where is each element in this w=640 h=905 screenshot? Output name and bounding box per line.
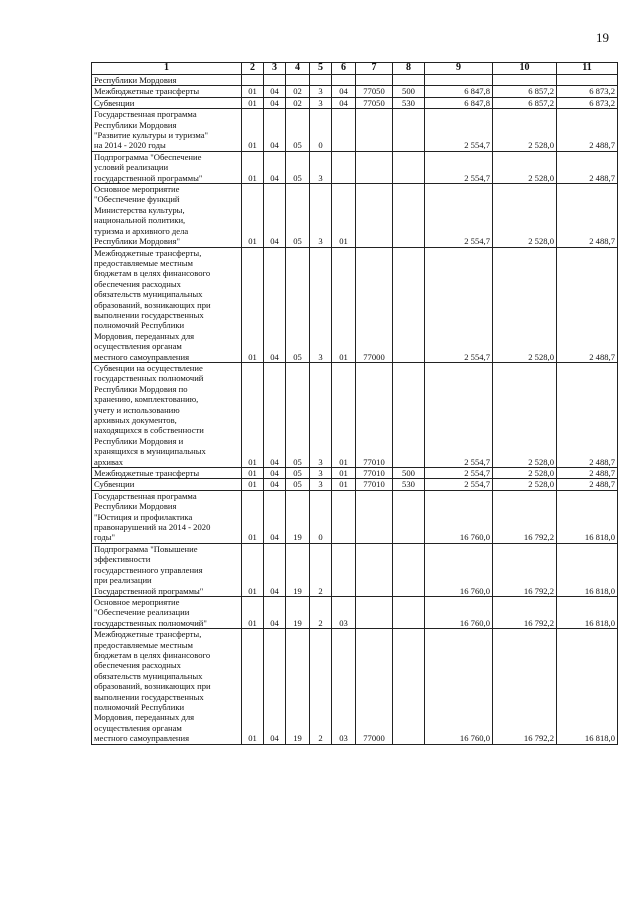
- row-name: [92, 184, 242, 247]
- table-row: [92, 629, 618, 744]
- subprogram-code: 0: [310, 109, 332, 152]
- subprogram-code: 0: [310, 490, 332, 543]
- row-name-line: находящихся в собственности: [94, 425, 204, 436]
- amount-year-1: 16 760,0: [425, 629, 493, 744]
- program-code: 02: [286, 97, 310, 108]
- section-code: 01: [242, 596, 264, 628]
- subsection-code: 04: [264, 596, 286, 628]
- column-header: 1: [92, 63, 242, 75]
- subprogram-code: 2: [310, 596, 332, 628]
- row-name-line: Государственная программа: [94, 109, 197, 120]
- amount-year-2: 2 528,0: [493, 468, 557, 479]
- row-name-line: Республики Мордовия: [94, 119, 177, 130]
- column-header: 9: [425, 63, 493, 75]
- amount-year-3: 2 488,7: [557, 247, 618, 362]
- section-code: 01: [242, 151, 264, 183]
- expense-type-code: [393, 629, 425, 744]
- row-name-line: обязательств муниципальных: [94, 670, 203, 681]
- row-name: [92, 109, 242, 152]
- row-name-line: полномочий Республики: [94, 701, 185, 712]
- event-code: [332, 543, 356, 596]
- column-header: 11: [557, 63, 618, 75]
- section-code: 01: [242, 97, 264, 108]
- row-name-line: Основное мероприятие: [94, 184, 180, 195]
- event-code: 03: [332, 629, 356, 744]
- section-code: 01: [242, 247, 264, 362]
- row-name-line: обеспечения расходных: [94, 660, 181, 671]
- program-code: 19: [286, 629, 310, 744]
- expense-type-code: 500: [393, 86, 425, 97]
- table-row: [92, 362, 618, 467]
- subprogram-code: [310, 75, 332, 86]
- amount-year-3: 2 488,7: [557, 151, 618, 183]
- row-name: [92, 468, 242, 479]
- row-name-line: "Юстиция и профилактика: [94, 511, 193, 522]
- program-code: 05: [286, 479, 310, 490]
- row-name-line: при реализации: [94, 575, 152, 586]
- row-name-line: полномочий Республики: [94, 320, 185, 331]
- amount-year-3: 2 488,7: [557, 109, 618, 152]
- subprogram-code: 2: [310, 543, 332, 596]
- table-row: [92, 86, 618, 97]
- direction-code: 77000: [356, 247, 393, 362]
- expense-type-code: [393, 247, 425, 362]
- column-header: 3: [264, 63, 286, 75]
- subprogram-code: 2: [310, 629, 332, 744]
- direction-code: [356, 151, 393, 183]
- table-row: [92, 75, 618, 86]
- row-name-line: годы": [94, 532, 116, 543]
- amount-year-3: 2 488,7: [557, 362, 618, 467]
- direction-code: 77050: [356, 97, 393, 108]
- row-name-line: "Обеспечение функций: [94, 194, 180, 205]
- subsection-code: 04: [264, 184, 286, 247]
- expense-type-code: 530: [393, 479, 425, 490]
- table-row: [92, 184, 618, 247]
- subprogram-code: 3: [310, 468, 332, 479]
- row-name: [92, 596, 242, 628]
- row-name-line: Республики Мордовия и: [94, 435, 184, 446]
- expense-type-code: [393, 184, 425, 247]
- row-name-line: национальной политики,: [94, 215, 186, 226]
- event-code: [332, 75, 356, 86]
- row-name-line: государственного управления: [94, 564, 203, 575]
- event-code: 01: [332, 247, 356, 362]
- amount-year-1: 2 554,7: [425, 468, 493, 479]
- row-name-line: Мордовия, переданных для: [94, 712, 195, 723]
- column-header: 4: [286, 63, 310, 75]
- row-name-line: осуществления органам: [94, 341, 182, 352]
- event-code: 01: [332, 362, 356, 467]
- event-code: 01: [332, 468, 356, 479]
- amount-year-3: 2 488,7: [557, 468, 618, 479]
- row-name-line: учету и использованию: [94, 404, 180, 415]
- row-name: [92, 479, 242, 490]
- row-name-line: Межбюджетные трансферты,: [94, 247, 202, 258]
- amount-year-2: 2 528,0: [493, 479, 557, 490]
- amount-year-2: 16 792,2: [493, 490, 557, 543]
- direction-code: [356, 490, 393, 543]
- expense-type-code: 500: [393, 468, 425, 479]
- subsection-code: 04: [264, 86, 286, 97]
- amount-year-3: 16 818,0: [557, 490, 618, 543]
- program-code: 05: [286, 247, 310, 362]
- row-name-line: Государственная программа: [94, 490, 197, 501]
- column-header: 8: [393, 63, 425, 75]
- amount-year-2: 2 528,0: [493, 184, 557, 247]
- amount-year-1: 2 554,7: [425, 151, 493, 183]
- row-name-line: эффективности: [94, 554, 151, 565]
- row-name-line: Основное мероприятие: [94, 596, 180, 607]
- column-header: 2: [242, 63, 264, 75]
- row-name-line: правонарушений на 2014 - 2020: [94, 522, 211, 533]
- column-header: 7: [356, 63, 393, 75]
- event-code: [332, 109, 356, 152]
- direction-code: 77010: [356, 479, 393, 490]
- direction-code: 77010: [356, 362, 393, 467]
- amount-year-1: 16 760,0: [425, 543, 493, 596]
- subprogram-code: 3: [310, 184, 332, 247]
- row-name-line: архивах: [94, 456, 124, 467]
- column-header: 6: [332, 63, 356, 75]
- expense-type-code: [393, 362, 425, 467]
- amount-year-1: 2 554,7: [425, 479, 493, 490]
- subsection-code: 04: [264, 151, 286, 183]
- row-name-line: Республики Мордовия": [94, 236, 180, 247]
- row-name-line: хранящихся в муниципальных: [94, 446, 206, 457]
- expense-type-code: [393, 75, 425, 86]
- event-code: 03: [332, 596, 356, 628]
- amount-year-3: 2 488,7: [557, 479, 618, 490]
- amount-year-1: 16 760,0: [425, 490, 493, 543]
- row-name-line: условий реализации: [94, 162, 169, 173]
- row-name-line: Субвенции: [94, 97, 135, 108]
- row-name-line: местного самоуправления: [94, 351, 190, 362]
- amount-year-3: 2 488,7: [557, 184, 618, 247]
- amount-year-3: 16 818,0: [557, 543, 618, 596]
- row-name: [92, 247, 242, 362]
- row-name-line: Межбюджетные трансферты,: [94, 629, 202, 640]
- amount-year-3: 6 873,2: [557, 86, 618, 97]
- row-name: [92, 362, 242, 467]
- subprogram-code: 3: [310, 86, 332, 97]
- row-name-line: предоставляемые местным: [94, 639, 193, 650]
- expense-type-code: [393, 151, 425, 183]
- subprogram-code: 3: [310, 362, 332, 467]
- subprogram-code: 3: [310, 479, 332, 490]
- row-name-line: Мордовия, переданных для: [94, 330, 195, 341]
- table-body: [92, 75, 618, 745]
- program-code: 05: [286, 184, 310, 247]
- table-row: [92, 596, 618, 628]
- table-row: [92, 151, 618, 183]
- row-name-line: Республики Мордовия: [94, 501, 177, 512]
- section-code: 01: [242, 479, 264, 490]
- row-name: [92, 490, 242, 543]
- section-code: 01: [242, 490, 264, 543]
- row-name-line: Субвенции на осуществление: [94, 362, 203, 373]
- amount-year-2: 16 792,2: [493, 629, 557, 744]
- amount-year-2: 16 792,2: [493, 543, 557, 596]
- amount-year-3: [557, 75, 618, 86]
- program-code: 05: [286, 109, 310, 152]
- program-code: 05: [286, 468, 310, 479]
- section-code: 01: [242, 362, 264, 467]
- subprogram-code: 3: [310, 151, 332, 183]
- row-name-line: Государственной программы": [94, 585, 204, 596]
- table-row: [92, 109, 618, 152]
- amount-year-1: 6 847,8: [425, 86, 493, 97]
- subsection-code: 04: [264, 109, 286, 152]
- subsection-code: 04: [264, 543, 286, 596]
- event-code: [332, 151, 356, 183]
- amount-year-1: [425, 75, 493, 86]
- amount-year-2: [493, 75, 557, 86]
- table-row: [92, 479, 618, 490]
- row-name-line: Межбюджетные трансферты: [94, 86, 200, 97]
- row-name-line: "Развитие культуры и туризма": [94, 130, 209, 141]
- subsection-code: 04: [264, 629, 286, 744]
- subsection-code: 04: [264, 362, 286, 467]
- direction-code: [356, 543, 393, 596]
- row-name-line: государственной программы": [94, 172, 203, 183]
- amount-year-2: 6 857,2: [493, 97, 557, 108]
- direction-code: [356, 75, 393, 86]
- subsection-code: [264, 75, 286, 86]
- row-name-line: осуществления органам: [94, 722, 182, 733]
- expense-type-code: [393, 543, 425, 596]
- row-name: [92, 629, 242, 744]
- page-number: 19: [596, 30, 609, 45]
- row-name-line: образований, возникающих при: [94, 681, 211, 692]
- table-row: [92, 468, 618, 479]
- direction-code: 77010: [356, 468, 393, 479]
- subsection-code: 04: [264, 247, 286, 362]
- row-name-line: Республики Мордовия по: [94, 383, 188, 394]
- row-name-line: на 2014 - 2020 годы: [94, 140, 166, 151]
- table-header-row: [92, 63, 618, 75]
- amount-year-1: 2 554,7: [425, 184, 493, 247]
- row-name: [92, 86, 242, 97]
- direction-code: 77000: [356, 629, 393, 744]
- section-code: 01: [242, 468, 264, 479]
- program-code: [286, 75, 310, 86]
- row-name: [92, 97, 242, 108]
- event-code: 04: [332, 86, 356, 97]
- table-row: [92, 543, 618, 596]
- amount-year-1: 2 554,7: [425, 362, 493, 467]
- row-name-line: Подпрограмма "Обеспечение: [94, 151, 202, 162]
- program-code: 02: [286, 86, 310, 97]
- event-code: 04: [332, 97, 356, 108]
- section-code: 01: [242, 86, 264, 97]
- amount-year-3: 6 873,2: [557, 97, 618, 108]
- amount-year-2: 2 528,0: [493, 109, 557, 152]
- row-name-line: обеспечения расходных: [94, 278, 181, 289]
- column-header: 5: [310, 63, 332, 75]
- program-code: 05: [286, 151, 310, 183]
- direction-code: [356, 596, 393, 628]
- expense-type-code: [393, 490, 425, 543]
- row-name-line: Республики Мордовия: [94, 75, 177, 85]
- row-name-line: архивных документов,: [94, 415, 177, 425]
- amount-year-1: 2 554,7: [425, 247, 493, 362]
- subsection-code: 04: [264, 490, 286, 543]
- event-code: [332, 490, 356, 543]
- program-code: 19: [286, 596, 310, 628]
- row-name-line: предоставляемые местным: [94, 257, 193, 268]
- table-row: [92, 247, 618, 362]
- row-name-line: государственных полномочий": [94, 617, 207, 628]
- direction-code: [356, 184, 393, 247]
- program-code: 05: [286, 362, 310, 467]
- row-name-line: Министерства культуры,: [94, 204, 185, 215]
- table-row: [92, 97, 618, 108]
- row-name-line: выполнении государственных: [94, 309, 204, 320]
- row-name-line: хранению, комплектованию,: [94, 394, 199, 405]
- row-name-line: бюджетам в целях финансового: [94, 649, 211, 660]
- row-name-line: обязательств муниципальных: [94, 289, 203, 300]
- row-name-line: образований, возникающих при: [94, 299, 211, 310]
- row-name-line: Субвенции: [94, 479, 135, 490]
- amount-year-2: 6 857,2: [493, 86, 557, 97]
- amount-year-3: 16 818,0: [557, 629, 618, 744]
- amount-year-1: 6 847,8: [425, 97, 493, 108]
- subsection-code: 04: [264, 97, 286, 108]
- subprogram-code: 3: [310, 97, 332, 108]
- row-name: [92, 543, 242, 596]
- table-row: [92, 490, 618, 543]
- row-name: [92, 151, 242, 183]
- amount-year-2: 2 528,0: [493, 362, 557, 467]
- row-name-line: Подпрограмма "Повышение: [94, 543, 198, 554]
- amount-year-2: 2 528,0: [493, 151, 557, 183]
- row-name-line: туризма и архивного дела: [94, 225, 189, 236]
- section-code: 01: [242, 629, 264, 744]
- event-code: 01: [332, 184, 356, 247]
- budget-table: [91, 62, 618, 745]
- expense-type-code: [393, 109, 425, 152]
- event-code: 01: [332, 479, 356, 490]
- amount-year-1: 2 554,7: [425, 109, 493, 152]
- program-code: 19: [286, 543, 310, 596]
- section-code: 01: [242, 109, 264, 152]
- amount-year-2: 2 528,0: [493, 247, 557, 362]
- expense-type-code: 530: [393, 97, 425, 108]
- subprogram-code: 3: [310, 247, 332, 362]
- section-code: [242, 75, 264, 86]
- section-code: 01: [242, 184, 264, 247]
- direction-code: 77050: [356, 86, 393, 97]
- amount-year-1: 16 760,0: [425, 596, 493, 628]
- row-name-line: "Обеспечение реализации: [94, 607, 190, 618]
- section-code: 01: [242, 543, 264, 596]
- row-name-line: бюджетам в целях финансового: [94, 268, 211, 279]
- row-name-line: Межбюджетные трансферты: [94, 468, 200, 479]
- column-header: 10: [493, 63, 557, 75]
- row-name-line: государственных полномочий: [94, 373, 204, 384]
- subsection-code: 04: [264, 468, 286, 479]
- amount-year-2: 16 792,2: [493, 596, 557, 628]
- amount-year-3: 16 818,0: [557, 596, 618, 628]
- subsection-code: 04: [264, 479, 286, 490]
- row-name-line: выполнении государственных: [94, 691, 204, 702]
- row-name: [92, 75, 242, 86]
- row-name-line: местного самоуправления: [94, 733, 190, 744]
- direction-code: [356, 109, 393, 152]
- program-code: 19: [286, 490, 310, 543]
- expense-type-code: [393, 596, 425, 628]
